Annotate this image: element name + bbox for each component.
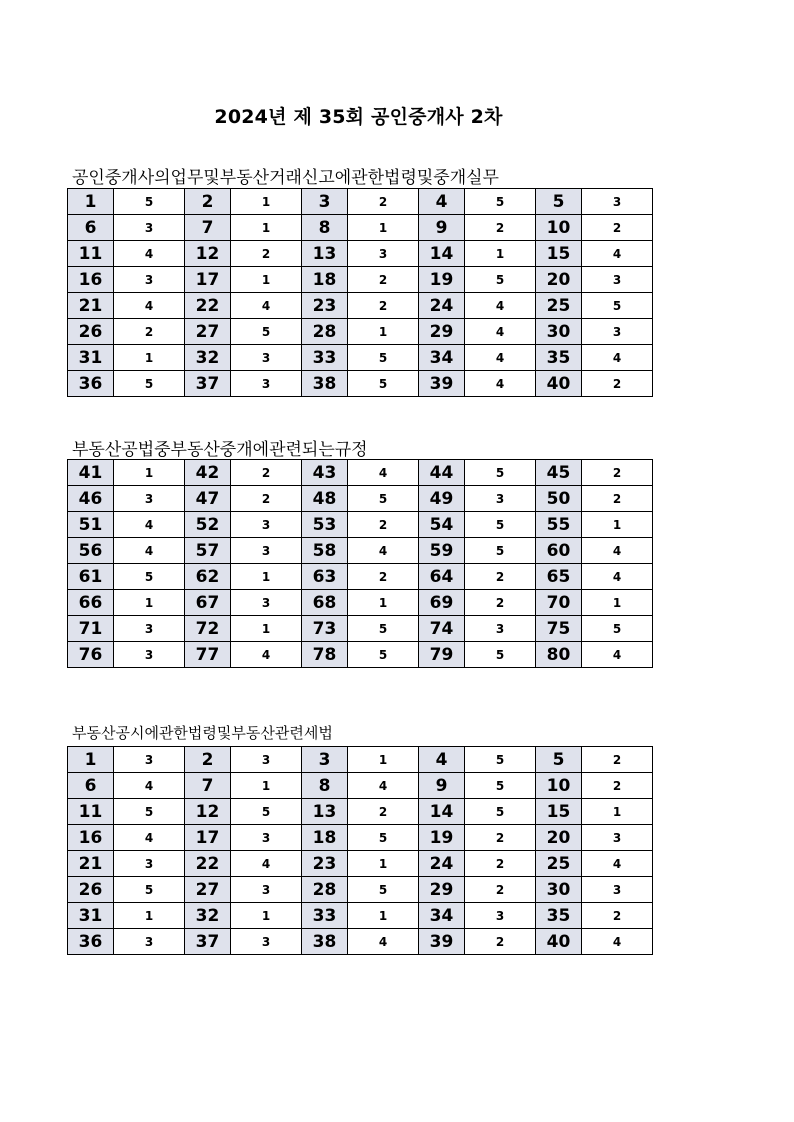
answer-value: 4 xyxy=(114,825,185,851)
question-number: 23 xyxy=(302,851,348,877)
answer-value: 2 xyxy=(348,267,419,293)
answer-value: 5 xyxy=(582,616,653,642)
table-row xyxy=(68,616,653,642)
question-number: 42 xyxy=(185,460,231,486)
answer-value: 3 xyxy=(231,590,302,616)
answer-value: 3 xyxy=(582,319,653,345)
question-number: 48 xyxy=(302,486,348,512)
question-number: 49 xyxy=(419,486,465,512)
answer-value: 3 xyxy=(348,241,419,267)
answer-value: 1 xyxy=(582,512,653,538)
question-number: 71 xyxy=(68,616,114,642)
answer-value: 4 xyxy=(465,371,536,397)
answer-value: 4 xyxy=(582,538,653,564)
answer-value: 3 xyxy=(582,189,653,215)
answer-value: 4 xyxy=(582,345,653,371)
question-number: 7 xyxy=(185,773,231,799)
question-number: 40 xyxy=(536,929,582,955)
question-number: 21 xyxy=(68,851,114,877)
answer-value: 4 xyxy=(582,929,653,955)
answer-value: 5 xyxy=(114,371,185,397)
table-row xyxy=(68,929,653,955)
answer-value: 5 xyxy=(231,799,302,825)
answer-value: 4 xyxy=(114,512,185,538)
question-number: 69 xyxy=(419,590,465,616)
answer-table-2 xyxy=(67,459,653,668)
answer-value: 3 xyxy=(465,486,536,512)
table-row xyxy=(68,799,653,825)
answer-value: 2 xyxy=(465,590,536,616)
question-number: 72 xyxy=(185,616,231,642)
answer-value: 2 xyxy=(348,293,419,319)
table-row xyxy=(68,512,653,538)
table-row xyxy=(68,747,653,773)
answer-value: 1 xyxy=(231,267,302,293)
question-number: 21 xyxy=(68,293,114,319)
question-number: 39 xyxy=(419,371,465,397)
question-number: 3 xyxy=(302,189,348,215)
question-number: 18 xyxy=(302,267,348,293)
answer-value: 4 xyxy=(348,460,419,486)
table-row xyxy=(68,538,653,564)
question-number: 78 xyxy=(302,642,348,668)
question-number: 67 xyxy=(185,590,231,616)
answer-value: 3 xyxy=(114,616,185,642)
answer-value: 3 xyxy=(114,851,185,877)
question-number: 27 xyxy=(185,877,231,903)
answer-value: 5 xyxy=(582,293,653,319)
answer-value: 2 xyxy=(348,512,419,538)
answer-value: 2 xyxy=(465,564,536,590)
answer-value: 3 xyxy=(231,371,302,397)
answer-value: 1 xyxy=(231,903,302,929)
question-number: 33 xyxy=(302,345,348,371)
table-row xyxy=(68,564,653,590)
answer-value: 2 xyxy=(348,799,419,825)
question-number: 35 xyxy=(536,345,582,371)
question-number: 45 xyxy=(536,460,582,486)
answer-value: 2 xyxy=(231,460,302,486)
question-number: 60 xyxy=(536,538,582,564)
question-number: 4 xyxy=(419,189,465,215)
question-number: 38 xyxy=(302,929,348,955)
answer-value: 4 xyxy=(348,929,419,955)
question-number: 7 xyxy=(185,215,231,241)
answer-value: 3 xyxy=(231,825,302,851)
question-number: 16 xyxy=(68,825,114,851)
answer-value: 1 xyxy=(231,215,302,241)
question-number: 30 xyxy=(536,319,582,345)
question-number: 51 xyxy=(68,512,114,538)
answer-value: 5 xyxy=(465,267,536,293)
answer-value: 1 xyxy=(231,616,302,642)
answer-value: 5 xyxy=(114,564,185,590)
answer-value: 1 xyxy=(465,241,536,267)
answer-value: 1 xyxy=(114,590,185,616)
answer-value: 4 xyxy=(465,345,536,371)
answer-value: 4 xyxy=(231,293,302,319)
question-number: 46 xyxy=(68,486,114,512)
answer-value: 4 xyxy=(582,241,653,267)
table-row xyxy=(68,773,653,799)
answer-value: 1 xyxy=(348,851,419,877)
answer-value: 3 xyxy=(465,616,536,642)
answer-value: 5 xyxy=(348,877,419,903)
table-row xyxy=(68,825,653,851)
question-number: 12 xyxy=(185,241,231,267)
answer-value: 5 xyxy=(465,512,536,538)
question-number: 30 xyxy=(536,877,582,903)
question-number: 74 xyxy=(419,616,465,642)
question-number: 14 xyxy=(419,799,465,825)
question-number: 33 xyxy=(302,903,348,929)
question-number: 1 xyxy=(68,189,114,215)
question-number: 15 xyxy=(536,241,582,267)
question-number: 54 xyxy=(419,512,465,538)
table-row xyxy=(68,215,653,241)
answer-value: 4 xyxy=(114,293,185,319)
answer-value: 3 xyxy=(114,215,185,241)
answer-value: 4 xyxy=(582,564,653,590)
question-number: 2 xyxy=(185,747,231,773)
answer-value: 5 xyxy=(231,319,302,345)
question-number: 31 xyxy=(68,903,114,929)
answer-value: 2 xyxy=(114,319,185,345)
question-number: 4 xyxy=(419,747,465,773)
table-row xyxy=(68,851,653,877)
page-title: 2024년 제 35회 공인중개사 2차 xyxy=(214,106,503,128)
question-number: 20 xyxy=(536,825,582,851)
answer-value: 3 xyxy=(114,642,185,668)
answer-value: 2 xyxy=(582,371,653,397)
answer-value: 3 xyxy=(582,825,653,851)
question-number: 55 xyxy=(536,512,582,538)
section-heading-1: 공인중개사의업무및부동산거래신고에관한법령및중개실무 xyxy=(72,168,499,188)
question-number: 18 xyxy=(302,825,348,851)
question-number: 38 xyxy=(302,371,348,397)
question-number: 17 xyxy=(185,267,231,293)
question-number: 50 xyxy=(536,486,582,512)
table-row xyxy=(68,345,653,371)
question-number: 53 xyxy=(302,512,348,538)
answer-value: 5 xyxy=(348,825,419,851)
question-number: 12 xyxy=(185,799,231,825)
answer-value: 5 xyxy=(114,799,185,825)
answer-value: 1 xyxy=(231,564,302,590)
answer-value: 2 xyxy=(465,825,536,851)
question-number: 11 xyxy=(68,799,114,825)
question-number: 6 xyxy=(68,215,114,241)
question-number: 3 xyxy=(302,747,348,773)
answer-value: 5 xyxy=(348,616,419,642)
question-number: 29 xyxy=(419,319,465,345)
question-number: 14 xyxy=(419,241,465,267)
answer-value: 5 xyxy=(114,189,185,215)
question-number: 9 xyxy=(419,773,465,799)
answer-value: 1 xyxy=(348,590,419,616)
question-number: 34 xyxy=(419,903,465,929)
question-number: 56 xyxy=(68,538,114,564)
answer-value: 3 xyxy=(231,929,302,955)
question-number: 1 xyxy=(68,747,114,773)
answer-value: 3 xyxy=(114,747,185,773)
table-row xyxy=(68,189,653,215)
question-number: 10 xyxy=(536,215,582,241)
answer-value: 3 xyxy=(231,877,302,903)
question-number: 5 xyxy=(536,189,582,215)
answer-value: 4 xyxy=(465,293,536,319)
answer-value: 4 xyxy=(114,241,185,267)
answer-value: 4 xyxy=(582,642,653,668)
answer-value: 2 xyxy=(231,241,302,267)
table-row xyxy=(68,319,653,345)
answer-value: 5 xyxy=(348,345,419,371)
question-number: 68 xyxy=(302,590,348,616)
question-number: 32 xyxy=(185,903,231,929)
answer-value: 2 xyxy=(465,851,536,877)
question-number: 57 xyxy=(185,538,231,564)
answer-value: 3 xyxy=(582,877,653,903)
question-number: 32 xyxy=(185,345,231,371)
answer-value: 1 xyxy=(114,345,185,371)
answer-value: 4 xyxy=(231,642,302,668)
question-number: 80 xyxy=(536,642,582,668)
table-row xyxy=(68,642,653,668)
question-number: 28 xyxy=(302,319,348,345)
answer-value: 1 xyxy=(348,319,419,345)
answer-value: 2 xyxy=(582,903,653,929)
question-number: 73 xyxy=(302,616,348,642)
answer-value: 1 xyxy=(231,773,302,799)
answer-value: 5 xyxy=(114,877,185,903)
question-number: 76 xyxy=(68,642,114,668)
answer-value: 3 xyxy=(231,747,302,773)
question-number: 34 xyxy=(419,345,465,371)
question-number: 59 xyxy=(419,538,465,564)
table-row xyxy=(68,460,653,486)
answer-value: 2 xyxy=(348,189,419,215)
question-number: 5 xyxy=(536,747,582,773)
answer-value: 5 xyxy=(465,773,536,799)
answer-value: 2 xyxy=(465,929,536,955)
answer-value: 5 xyxy=(465,799,536,825)
question-number: 70 xyxy=(536,590,582,616)
question-number: 36 xyxy=(68,371,114,397)
question-number: 13 xyxy=(302,241,348,267)
question-number: 8 xyxy=(302,215,348,241)
answer-value: 2 xyxy=(582,773,653,799)
question-number: 2 xyxy=(185,189,231,215)
question-number: 16 xyxy=(68,267,114,293)
question-number: 35 xyxy=(536,903,582,929)
question-number: 24 xyxy=(419,293,465,319)
answer-value: 4 xyxy=(114,773,185,799)
answer-value: 3 xyxy=(231,345,302,371)
question-number: 10 xyxy=(536,773,582,799)
question-number: 77 xyxy=(185,642,231,668)
question-number: 13 xyxy=(302,799,348,825)
answer-value: 4 xyxy=(348,773,419,799)
question-number: 25 xyxy=(536,851,582,877)
answer-value: 3 xyxy=(114,267,185,293)
answer-value: 2 xyxy=(582,486,653,512)
answer-value: 5 xyxy=(348,371,419,397)
question-number: 75 xyxy=(536,616,582,642)
table-row xyxy=(68,241,653,267)
answer-value: 4 xyxy=(582,851,653,877)
answer-value: 1 xyxy=(348,903,419,929)
question-number: 62 xyxy=(185,564,231,590)
answer-value: 2 xyxy=(582,215,653,241)
answer-table-1 xyxy=(67,188,653,397)
answer-table-3 xyxy=(67,746,653,955)
question-number: 58 xyxy=(302,538,348,564)
question-number: 25 xyxy=(536,293,582,319)
question-number: 66 xyxy=(68,590,114,616)
section-heading-3: 부동산공시에관한법령및부동산관련세법 xyxy=(72,724,333,742)
answer-value: 5 xyxy=(465,538,536,564)
answer-value: 2 xyxy=(348,564,419,590)
question-number: 61 xyxy=(68,564,114,590)
answer-value: 3 xyxy=(231,538,302,564)
question-number: 24 xyxy=(419,851,465,877)
question-number: 52 xyxy=(185,512,231,538)
table-row xyxy=(68,903,653,929)
answer-value: 5 xyxy=(348,642,419,668)
table-row xyxy=(68,486,653,512)
question-number: 6 xyxy=(68,773,114,799)
answer-value: 1 xyxy=(114,460,185,486)
question-number: 23 xyxy=(302,293,348,319)
question-number: 26 xyxy=(68,319,114,345)
question-number: 27 xyxy=(185,319,231,345)
answer-value: 2 xyxy=(582,747,653,773)
question-number: 15 xyxy=(536,799,582,825)
question-number: 64 xyxy=(419,564,465,590)
question-number: 9 xyxy=(419,215,465,241)
table-row xyxy=(68,293,653,319)
answer-value: 5 xyxy=(465,460,536,486)
question-number: 37 xyxy=(185,929,231,955)
table-row xyxy=(68,590,653,616)
question-number: 22 xyxy=(185,851,231,877)
answer-value: 1 xyxy=(348,747,419,773)
question-number: 40 xyxy=(536,371,582,397)
answer-value: 4 xyxy=(231,851,302,877)
answer-value: 2 xyxy=(231,486,302,512)
question-number: 28 xyxy=(302,877,348,903)
question-number: 41 xyxy=(68,460,114,486)
question-number: 8 xyxy=(302,773,348,799)
table-row xyxy=(68,371,653,397)
answer-value: 5 xyxy=(465,747,536,773)
answer-value: 1 xyxy=(114,903,185,929)
answer-value: 1 xyxy=(582,590,653,616)
answer-value: 3 xyxy=(582,267,653,293)
question-number: 36 xyxy=(68,929,114,955)
answer-value: 5 xyxy=(465,642,536,668)
question-number: 26 xyxy=(68,877,114,903)
question-number: 29 xyxy=(419,877,465,903)
question-number: 11 xyxy=(68,241,114,267)
question-number: 65 xyxy=(536,564,582,590)
question-number: 63 xyxy=(302,564,348,590)
answer-value: 3 xyxy=(114,929,185,955)
answer-value: 2 xyxy=(465,877,536,903)
answer-value: 1 xyxy=(231,189,302,215)
question-number: 44 xyxy=(419,460,465,486)
question-number: 20 xyxy=(536,267,582,293)
answer-value: 3 xyxy=(465,903,536,929)
question-number: 31 xyxy=(68,345,114,371)
question-number: 22 xyxy=(185,293,231,319)
question-number: 79 xyxy=(419,642,465,668)
answer-value: 1 xyxy=(582,799,653,825)
table-row xyxy=(68,877,653,903)
question-number: 17 xyxy=(185,825,231,851)
question-number: 19 xyxy=(419,267,465,293)
question-number: 47 xyxy=(185,486,231,512)
answer-value: 4 xyxy=(348,538,419,564)
question-number: 19 xyxy=(419,825,465,851)
answer-value: 5 xyxy=(465,189,536,215)
answer-value: 4 xyxy=(465,319,536,345)
answer-value: 1 xyxy=(348,215,419,241)
section-heading-2: 부동산공법중부동산중개에관련되는규정 xyxy=(72,440,368,460)
answer-value: 2 xyxy=(465,215,536,241)
answer-value: 4 xyxy=(114,538,185,564)
question-number: 39 xyxy=(419,929,465,955)
answer-value: 5 xyxy=(348,486,419,512)
question-number: 43 xyxy=(302,460,348,486)
answer-value: 3 xyxy=(114,486,185,512)
table-row xyxy=(68,267,653,293)
answer-value: 2 xyxy=(582,460,653,486)
answer-value: 3 xyxy=(231,512,302,538)
question-number: 37 xyxy=(185,371,231,397)
